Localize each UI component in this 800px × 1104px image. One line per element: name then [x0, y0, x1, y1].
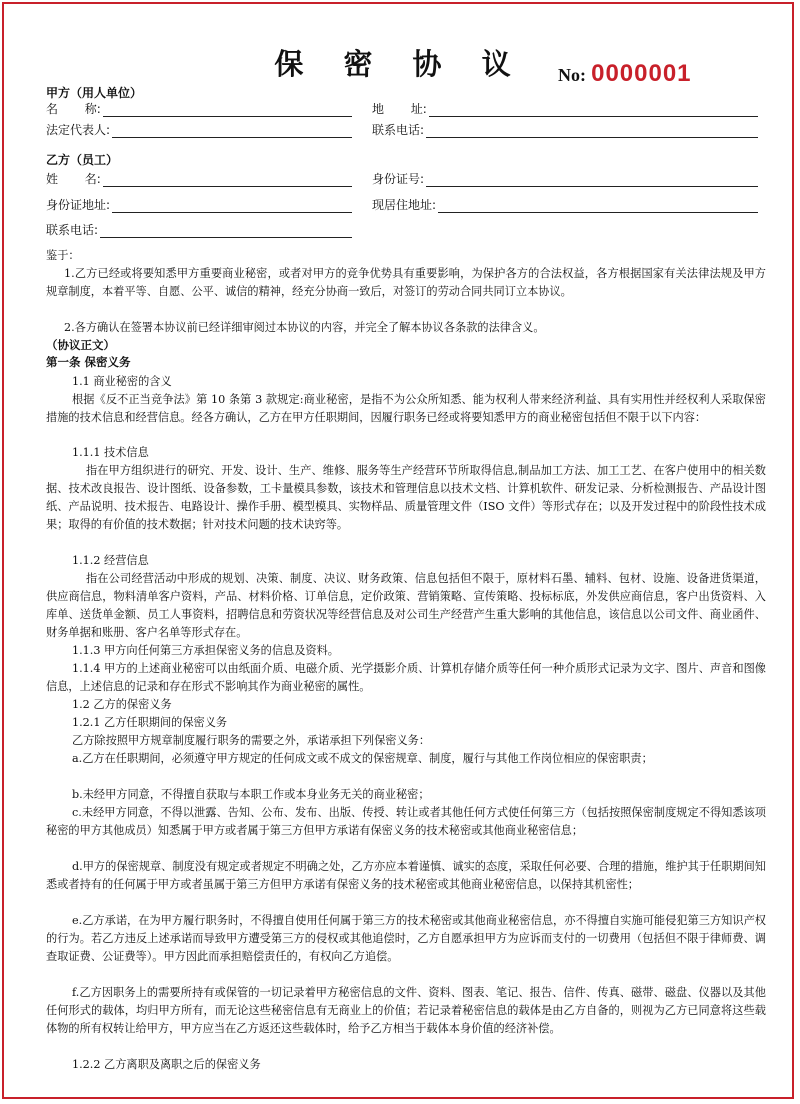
- party-a-legal-rep-field[interactable]: [46, 122, 352, 138]
- party-b-id-label: 身份证号:: [372, 172, 425, 186]
- party-b-phone-line[interactable]: [100, 224, 352, 238]
- party-a-legal-rep-label: 法定代表人:: [46, 123, 111, 137]
- party-b-name-label: 姓 名:: [46, 172, 101, 186]
- whereas-clause-1: 1.乙方已经或将要知悉甲方重要商业秘密，或者对甲方的竞争优势具有重要影响，为保护各方的合法权益，各方根据国家有关法律法规及甲方规章制度，本着平等、自愿、公平、诚信的精神，经充分协商一致后，对签订的劳动合同共同订立本协议。: [46, 267, 766, 298]
- section-1-1-2-heading: 1.1.2 经营信息: [72, 554, 149, 567]
- section-1-1-4-text: 1.1.4 甲方的上述商业秘密可以由纸面介质、电磁介质、光学摄影介质、计算机存储介质等任何一种介质形式记录为文字、图片、声音和图像信息，上述信息的记录和存在形式不影响其作为商业秘密的属性。: [46, 662, 766, 693]
- party-b-phone-field[interactable]: [46, 222, 352, 238]
- party-a-legal-rep-line[interactable]: [112, 124, 352, 138]
- duty-item-f: f.乙方因职务上的需要所持有或保管的一切记录着甲方秘密信息的文件、资料、图表、笔记、报告、信件、传真、磁带、磁盘、仪器以及其他任何形式的载体，均归甲方所有，而无论这些秘密信息有无商业上的价值；若记录着秘密信息的载体是由乙方自备的，则视为乙方已同意将这些载体物的所有权转让给甲方，甲方应当在乙方返还这些载体时，给予乙方相当于载体本身价值的经济补偿。: [46, 986, 766, 1035]
- party-b-name-line[interactable]: [103, 173, 352, 187]
- party-a-phone-label: 联系电话:: [372, 123, 425, 137]
- page-title: 保 密 协 议: [274, 47, 526, 81]
- duty-item-d: d.甲方的保密规章、制度没有规定或者规定不明确之处，乙方亦应本着谨慎、诚实的态度，采取任何必要、合理的措施，维护其于任职期间知悉或者持有的任何属于甲方或者虽属于第三方但甲方承诺有保密义务的技术秘密或其他商业秘密信息，以保持其机密性；: [46, 860, 766, 891]
- agreement-body-heading: （协议正文）: [46, 338, 115, 352]
- section-1-1-1-text: 指在甲方组织进行的研究、开发、设计、生产、维修、服务等生产经营环节所取得信息,制品加工方法、加工工艺、在客户使用中的相关数据、技术改良报告、设计图纸、设备参数，工卡量模具参数，该技术和管理信息以技术文档、计算机软件、研发记录、分析检测报告、产品设计图纸、产品说明、技术报告、电路设计、操作手册、模型模具、实物样品、质量管理文件（ISO 文件）等形式存在；以及开发过程中的阶段性技术成果；取得的有价值的技术数据；针对技术问题的技术诀窍等。: [46, 464, 766, 531]
- party-a-phone-line[interactable]: [426, 124, 758, 138]
- party-b-id-address-field[interactable]: [46, 197, 352, 213]
- section-1-1-1-heading: 1.1.1 技术信息: [72, 446, 149, 459]
- party-a-name-field[interactable]: [46, 101, 352, 117]
- duty-item-e: e.乙方承诺，在为甲方履行职务时，不得擅自使用任何属于第三方的技术秘密或其他商业秘密信息，亦不得擅自实施可能侵犯第三方知识产权的行为。若乙方违反上述承诺而导致甲方遭受第三方的侵权或其他追偿时，乙方自愿承担甲方为应诉而支付的一切费用（包括但不限于律师费、调查取证费、公证费等）。甲方因此而承担赔偿责任的，有权向乙方追偿。: [46, 914, 766, 963]
- party-a-address-line[interactable]: [429, 103, 758, 117]
- party-b-current-address-field[interactable]: [372, 197, 758, 213]
- section-1-1-2-text: 指在公司经营活动中形成的规划、决策、制度、决议、财务政策、信息包括但不限于，原材料石墨、辅料、包材、设施、设备进货渠道，供应商信息，物料清单客户资料，产品、材料价格、订单信息，定价政策、营销策略、宣传策略、投标标底，外发供应商信息，客户出货资料、入库单、送货单金额、员工人事资料，招聘信息和劳资状况等经营信息及对公司生产经营产生重大影响的其他信息，该信息以公司文件、商业函件、财务单据和账册、客户名单等形式存在。: [46, 572, 766, 639]
- document-number: [558, 60, 692, 88]
- party-a-address-label: 地 址:: [372, 102, 427, 116]
- section-1-1-3-text: 1.1.3 甲方向任何第三方承担保密义务的信息及资料。: [72, 644, 339, 657]
- party-b-heading: 乙方（员工）: [46, 153, 119, 167]
- party-b-phone-label: 联系电话:: [46, 223, 99, 237]
- section-1-1-text: 根据《反不正当竞争法》第 10 条第 3 款规定:商业秘密，是指不为公众所知悉、能为权利人带来经济利益、具有实用性并经权利人采取保密措施的技术信息和经营信息。经各方确认，乙方在甲方任职期间，因履行职务已经或将要知悉甲方的商业秘密包括但不限于以下内容：: [46, 393, 766, 424]
- party-a-phone-field[interactable]: [372, 122, 758, 138]
- party-b-current-address-label: 现居住地址:: [372, 198, 437, 212]
- duty-item-c: c.未经甲方同意，不得以泄露、告知、公布、发布、出版、传授、转让或者其他任何方式使任何第三方（包括按照保密制度规定不得知悉该项秘密的甲方其他成员）知悉属于甲方或者属于第三方但甲方承诺有保密义务的技术秘密或其他商业秘密信息；: [46, 806, 766, 837]
- section-1-2-2-heading: 1.2.2 乙方离职及离职之后的保密义务: [72, 1058, 261, 1071]
- party-a-name-line[interactable]: [103, 103, 352, 117]
- party-a-address-field[interactable]: [372, 101, 758, 117]
- article-1-heading: 第一条 保密义务: [46, 355, 131, 369]
- duty-item-a: a.乙方在任职期间，必须遵守甲方规定的任何成文或不成文的保密规章、制度，履行与其他工作岗位相应的保密职责；: [72, 752, 653, 765]
- whereas-label: 鉴于：: [46, 249, 80, 262]
- section-1-2-heading: 1.2 乙方的保密义务: [72, 698, 172, 711]
- section-1-2-1-intro: 乙方除按照甲方规章制度履行职务的需要之外，承诺承担下列保密义务：: [72, 734, 431, 747]
- party-b-id-address-line[interactable]: [112, 199, 352, 213]
- whereas-clause-2: 2.各方确认在签署本协议前已经详细审阅过本协议的内容，并完全了解本协议各条款的法律含义。: [64, 321, 545, 334]
- party-b-id-field[interactable]: [372, 171, 758, 187]
- document-number-label: No:: [558, 65, 586, 85]
- party-a-heading: 甲方（用人单位）: [46, 86, 143, 100]
- party-a-name-label: 名 称:: [46, 102, 101, 116]
- party-b-name-field[interactable]: [46, 171, 352, 187]
- section-1-1-heading: 1.1 商业秘密的含义: [72, 375, 172, 388]
- party-b-id-line[interactable]: [426, 173, 758, 187]
- document-number-value: 0000001: [591, 60, 692, 87]
- party-b-id-address-label: 身份证地址:: [46, 198, 111, 212]
- party-b-current-address-line[interactable]: [438, 199, 758, 213]
- section-1-2-1-heading: 1.2.1 乙方任职期间的保密义务: [72, 716, 228, 729]
- duty-item-b: b.未经甲方同意，不得擅自获取与本职工作或本身业务无关的商业秘密；: [72, 788, 430, 801]
